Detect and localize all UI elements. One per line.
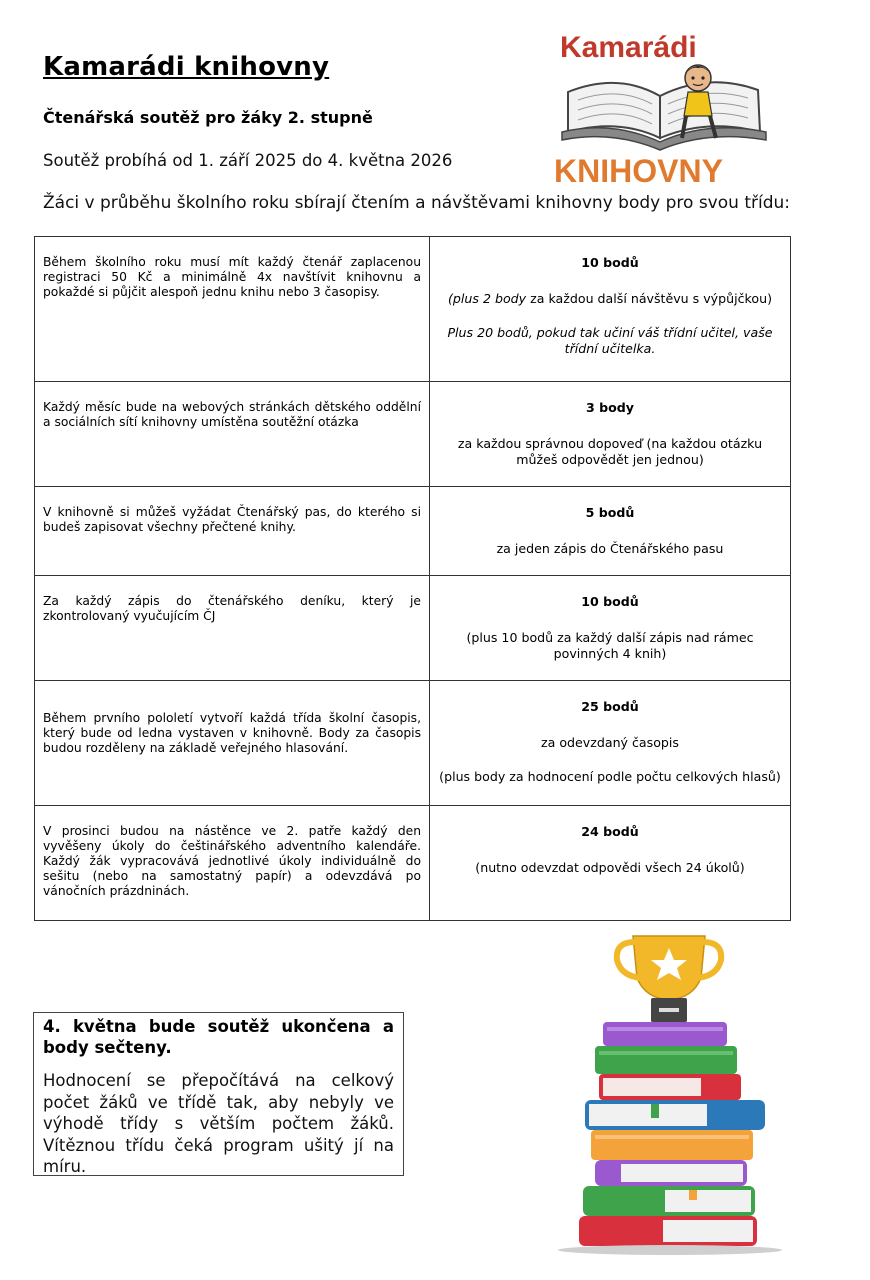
rule-points-cell [430, 806, 791, 921]
rule-description: Během školního roku musí mít každý čtenář zaplacenou registraci 50 Kč a minimálně 4x navštívit knihovnu a pokaždé si půjčit alespoň jednu knihu nebo 3 časopisy. [35, 237, 430, 382]
rule-points-cell [430, 681, 791, 806]
table-row [35, 806, 791, 921]
table-row [35, 237, 791, 382]
intro-text: Žáci v průběhu školního roku sbírají čtením a návštěvami knihovny body pro svou třídu: [43, 193, 790, 213]
rule-points-cell [430, 576, 791, 681]
rule-detail: (nutno odevzdat odpovědi všech 24 úkolů) [475, 860, 745, 875]
rule-detail: za každou správnou dopoveď (na každou otázku můžeš odpovědět jen jednou) [457, 436, 763, 467]
rule-bonus: (plus body za hodnocení podle počtu celkových hlasů) [439, 769, 781, 784]
rule-description: Každý měsíc bude na webových stránkách dětského oddělní a sociálních sítí knihovny umístěna soutěžní otázka [35, 382, 430, 487]
rule-points-cell [430, 487, 791, 576]
rule-points-cell [430, 237, 791, 382]
table-row [35, 382, 791, 487]
rule-detail: (plus 10 bodů za každý další zápis nad rámec povinných 4 knih) [466, 630, 754, 661]
table-row [35, 681, 791, 806]
rule-bonus-rest: za každou další návštěvu s výpůjčkou) [526, 291, 772, 306]
rule-detail: za jeden zápis do Čtenářského pasu [496, 541, 724, 556]
rule-description: V knihovně si můžeš vyžádat Čtenářský pas, do kterého si budeš zapisovat všechny přečtené knihy. [35, 487, 430, 576]
rule-detail: za odevzdaný časopis [541, 735, 679, 750]
rule-points: 5 bodů [585, 505, 635, 520]
table-row [35, 487, 791, 576]
rule-points: 3 body [585, 400, 635, 415]
competition-dates: Soutěž probíhá od 1. září 2025 do 4. května 2026 [43, 151, 453, 170]
table-row [35, 576, 791, 681]
rule-points: 10 bodů [581, 594, 639, 609]
rule-points: 10 bodů [581, 255, 639, 270]
end-heading: 4. května bude soutěž ukončena a body sečteny. [43, 1017, 394, 1057]
book-stack [558, 1022, 782, 1255]
rule-description: Během prvního pololetí vytvoří každá třída školní časopis, který bude od ledna vystaven v knihovně. Body za časopis budou rozděleny na základě veřejného hlasování. [35, 681, 430, 806]
page-title: Kamarádi knihovny [43, 52, 330, 82]
rule-points: 25 bodů [581, 699, 639, 714]
rule-bonus-teacher: Plus 20 bodů, pokud tak učiní váš třídní učitel, vaše třídní učitelka. [447, 325, 773, 356]
kamaradi-knihovny-logo [548, 20, 778, 190]
trophy-on-books-icon [555, 928, 785, 1258]
end-info-box [33, 1012, 404, 1176]
rule-bonus [438, 291, 782, 307]
open-book-with-boy-icon [562, 65, 766, 150]
trophy-icon [617, 936, 721, 1022]
end-text: Hodnocení se přepočítává na celkový počet žáků ve třídě tak, aby nebyly ve výhodě třídy s větším počtem žáků. Vítěznou třídu čeká program ušitý jí na míru. [43, 1071, 394, 1176]
logo-bottom-text: KNIHOVNY [554, 153, 723, 189]
page-subtitle: Čtenářská soutěž pro žáky 2. stupně [43, 108, 373, 127]
rule-description: Za každý zápis do čtenářského deníku, který je zkontrolovaný vyučujícím ČJ [35, 576, 430, 681]
logo-top-text: Kamarádi [560, 31, 697, 64]
rule-bonus-italic: (plus 2 body [448, 291, 527, 306]
scoring-rules-table [34, 236, 791, 921]
rule-description: V prosinci budou na nástěnce ve 2. patře každý den vyvěšeny úkoly do češtinářského adventního kalendáře. Každý žák vypracovává jednotlivé úkoly individuálně do sešitu (nebo na samostatný papír) a odevzdává po vánočních prázdninách. [35, 806, 430, 921]
rule-points: 24 bodů [581, 824, 639, 839]
rule-points-cell [430, 382, 791, 487]
